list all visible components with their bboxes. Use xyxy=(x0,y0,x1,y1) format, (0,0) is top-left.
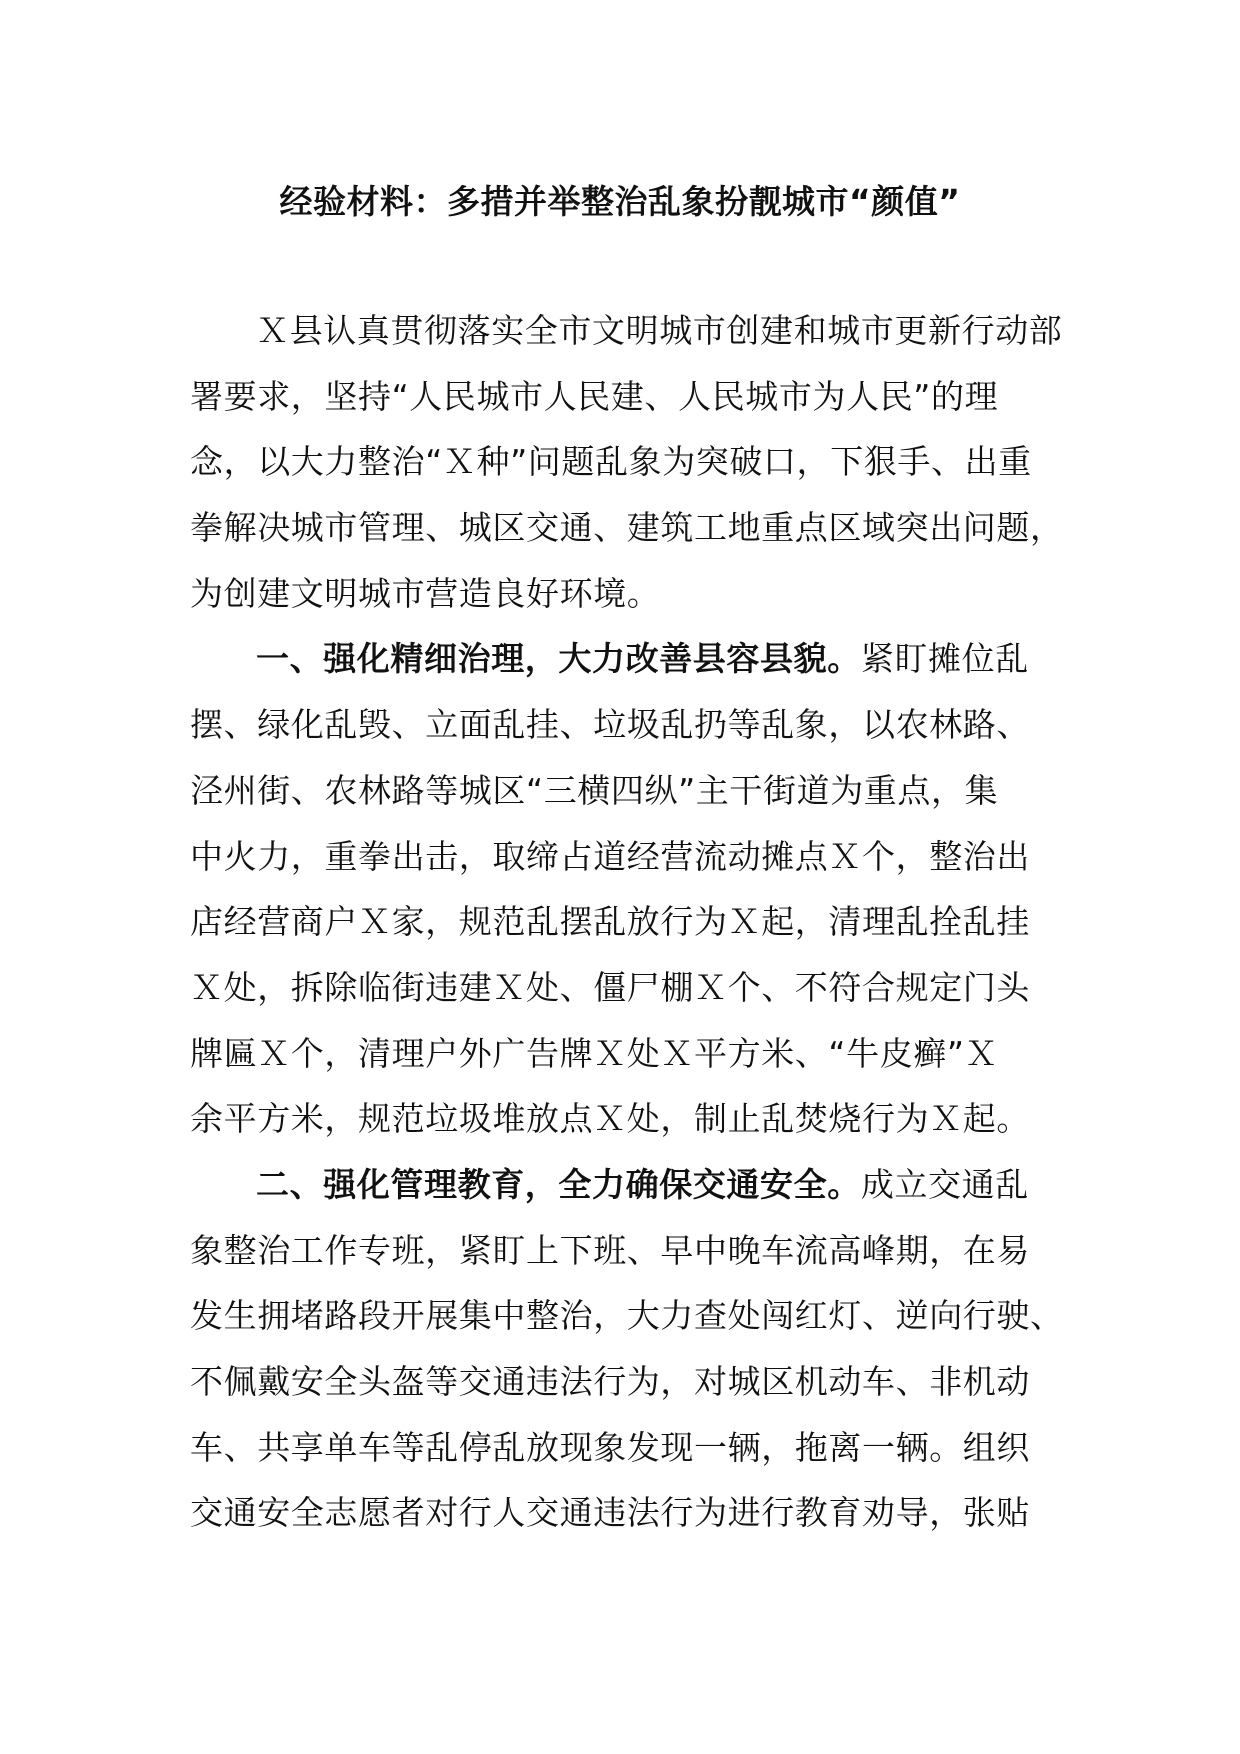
intro-line: 为创建文明城市营造良好环境。 xyxy=(190,573,661,613)
section-1-first-line xyxy=(190,626,1060,692)
section-1-heading: 一、强化精细治理，大力改善县容县貌。 xyxy=(256,639,861,679)
section-1-line: 中火力，重拳出击，取缔占道经营流动摊点Ｘ个，整治出 xyxy=(190,836,1030,876)
section-2-heading: 二、强化管理教育，全力确保交通安全。 xyxy=(256,1164,861,1204)
section-1-text-run: 紧盯摊位乱 xyxy=(860,639,1029,679)
section-2-line: 车、共享单车等乱停乱放现象发现一辆，拖离一辆。组织 xyxy=(190,1427,1030,1467)
section-2-text-run: 成立交通乱 xyxy=(860,1164,1029,1204)
section-2-line: 象整治工作专班，紧盯上下班、早中晚车流高峰期，在易 xyxy=(190,1230,1030,1270)
document-body xyxy=(190,298,1064,1546)
section-2-line: 不佩戴安全头盔等交通违法行为，对城区机动车、非机动 xyxy=(190,1362,1030,1401)
section-1-line: Ｘ处，拆除临街违建Ｘ处、僵尸棚Ｘ个、不符合规定门头 xyxy=(190,967,1030,1007)
section-1-line: 泾州街、农林路等城区“三横四纵”主干街道为重点，集 xyxy=(190,770,999,810)
document-title: 经验材料：多措并举整治乱象扮靓城市“颜值” xyxy=(279,182,961,221)
section-1-line: 摆、绿化乱毁、立面乱挂、垃圾乱扔等乱象，以农林路、 xyxy=(190,705,1030,745)
section-1-line: 牌匾Ｘ个，清理户外广告牌Ｘ处Ｘ平方米、“牛皮癣”Ｘ xyxy=(190,1033,999,1073)
section-2-line: 发生拥堵路段开展集中整治，大力查处闯红灯、逆向行驶、 xyxy=(190,1296,1064,1336)
intro-line: Ｘ县认真贯彻落实全市文明城市创建和城市更新行动部 xyxy=(256,311,1063,350)
section-1-line: 余平方米，规范垃圾堆放点Ｘ处，制止乱焚烧行为Ｘ起。 xyxy=(190,1099,1030,1139)
intro-line: 念，以大力整治“Ｘ种”问题乱象为突破口，下狠手、出重 xyxy=(190,442,1032,482)
intro-line: 署要求，坚持“人民城市人民建、人民城市为人民”的理 xyxy=(190,376,999,416)
section-1-line: 店经营商户Ｘ家，规范乱摆乱放行为Ｘ起，清理乱拴乱挂 xyxy=(190,902,1030,942)
section-2-first-line xyxy=(190,1152,1060,1218)
section-2-line: 交通安全志愿者对行人交通违法行为进行教育劝导，张贴 xyxy=(190,1493,1030,1533)
intro-line: 拳解决城市管理、城区交通、建筑工地重点区域突出问题， xyxy=(190,508,1064,548)
